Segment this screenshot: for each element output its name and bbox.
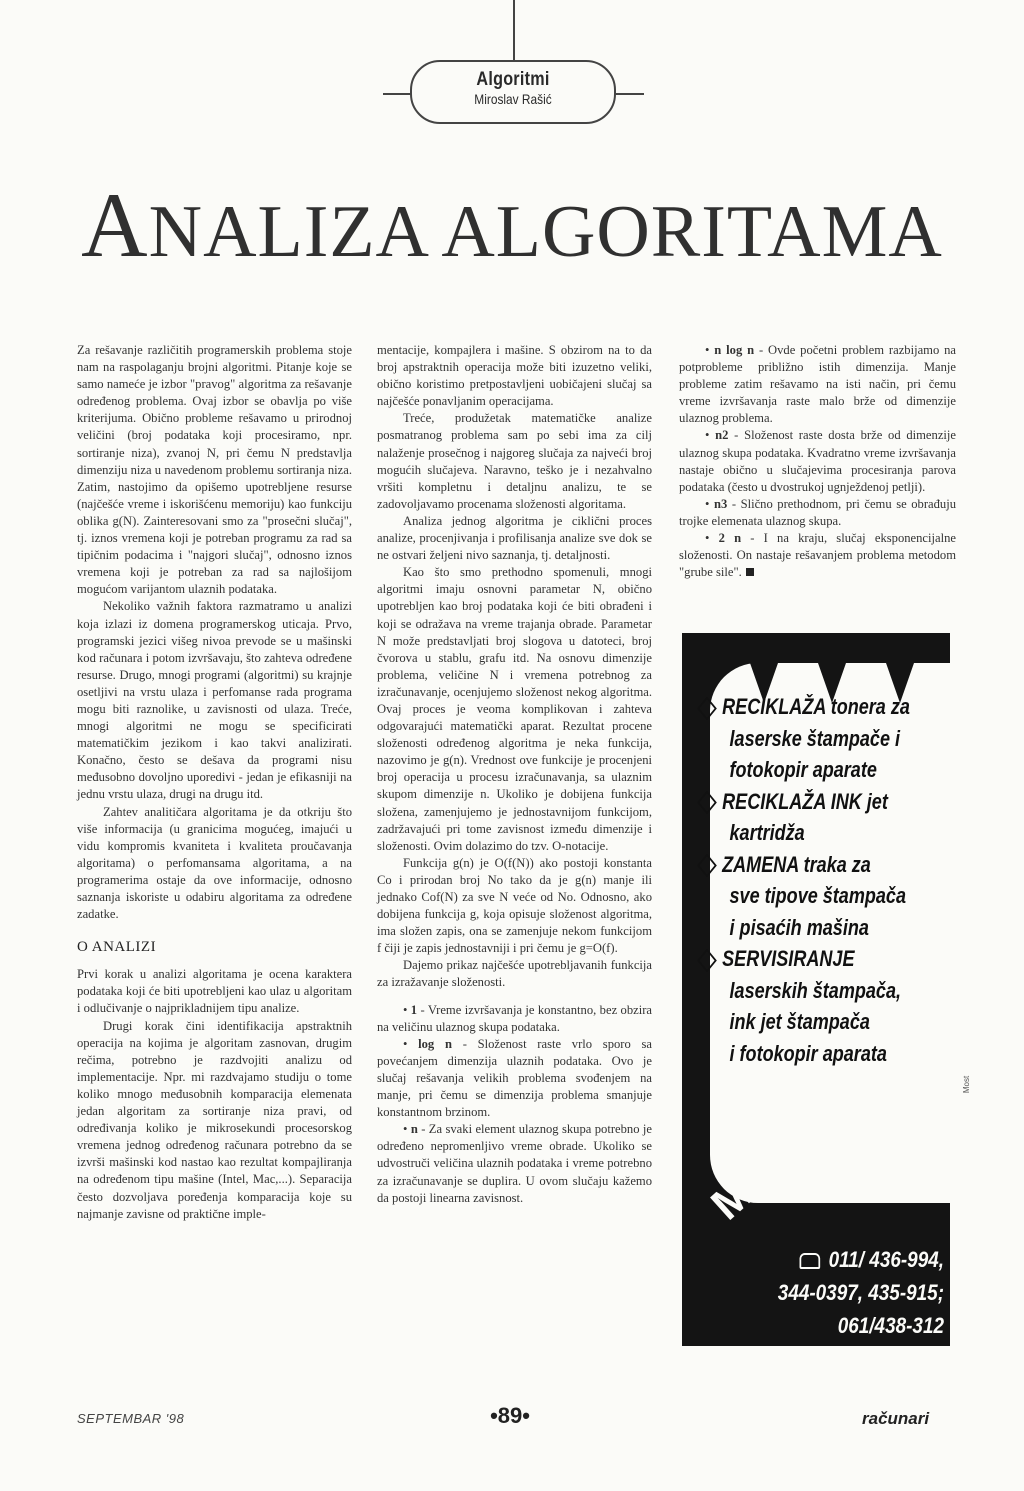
paragraph: mentacije, kompajlera i mašine. S obzirom na to da broj apstraktnih operacija može biti izuzetno veliki, obično koristimo pretpostavljeni uobičajeni slučaj sa najčešće ponavljanim operacijama. <box>377 343 652 409</box>
complexity-item: • n log n - Ovde početni problem razbijamo na potprobleme približno istih dimenzija. Manje probleme zatim rešavamo na isti način, pri čemu vreme izvršavanja raste malo brže od dimenzije ulaznog problema. <box>679 343 957 426</box>
paragraph: Za rešavanje različitih programerskih problema stoje nam na raspolaganju brojni algoritmi. Pitanje koje se samo nameće je izbor "pravog" algoritma za rešavanje određenog problema. Ovaj izbor se obavlja po više kriterijuma. Obično probleme rešavamo u prirodnoj veličini (broj podataka koji procesiramo, npr. sortiranje niza), zvanoj N, pri čemu N predstavlja dimenziju niza u navedenom problemu sortiranja niza. Zatim, nastojimo da opišemo upotrebljene resurse (najčešće vreme i iskorišćenu memoriju) kao funkciju oblika g(N). Zainteresovani smo za "prosečni slučaj", tj. iznos vremena koji je potreban programu za rad sa tipičnim podacima i "najgori slučaj", odnosno iznos vremena koji je potreban za rad sa najlošijom mogućom varijantom ulaznih podataka. <box>77 343 352 597</box>
complexity-desc: - Vreme izvršavanja je konstantno, bez obzira na veličinu ulaznog skupa podataka. <box>377 1002 652 1034</box>
ad-line: i pisaćih mašina <box>729 914 869 940</box>
paragraph: Dajemo prikaz najčešće upotrebljavanih funkcija za izražavanje složenosti. <box>377 958 652 990</box>
matrix-advertisement <box>682 633 950 1346</box>
complexity-item: • n - Za svaki element ulaznog skupa potrebno je određeno nepromenljivo vreme obrade. Ukoliko se udvostruči veličina ulaznih podataka i vreme potrebno za izračunavanje se duplira. U ovom slučaju kažemo da postoji linearna zavisnost. <box>377 1122 652 1205</box>
article-headline <box>0 172 1024 278</box>
header-vertical-rule <box>513 0 515 62</box>
complexity-item: • n3 - Slično prethodnom, pri čemu se obrađuju trojke elemenata ulaznog skupa. <box>679 496 957 528</box>
complexity-term: 2 n <box>718 531 742 546</box>
page-number: •89• <box>490 1403 530 1428</box>
ad-line: SERVISIRANJE <box>700 943 913 975</box>
ad-line: sve tipove štampača <box>729 883 907 908</box>
ad-line: fotokopir aparate <box>729 757 877 782</box>
ad-line: laserskih štampača, <box>729 977 902 1003</box>
complexity-term: n3 <box>713 496 728 511</box>
complexity-desc: - Slično prethodnom, pri čemu se obrađuju trojke elemenata ulaznog skupa. <box>679 496 957 528</box>
ad-phone-line: 061/438-312 <box>837 1313 944 1338</box>
ad-brand-logo: MATRIX <box>702 1070 872 1230</box>
ad-phone-line: 344-0397, 435-915; <box>777 1280 944 1305</box>
diamond-icon <box>697 854 717 878</box>
diamond-icon <box>697 791 717 815</box>
complexity-term: n log n <box>714 343 755 357</box>
telephone-icon <box>799 1253 820 1269</box>
text-column-2 <box>377 342 652 1207</box>
complexity-desc: - Za svaki element ulaznog skupa potrebno je određeno nepromenljivo vreme obrade. Ukoliko se udvostruči veličina ulaznih podataka i vreme potrebno za izračunavanje se duplira. U ovom slučaju kažemo da postoji linearna zavisnost. <box>377 1122 652 1205</box>
paragraph: Drugi korak čini identifikacija apstraktnih operacija na kojima je algoritam zasnovan, drugim rečima, potrebno je razdvojiti analizu od implementacije. Npr. mi razdvajamo studiju o tome koliko mnogo međusobnih komparacija elemenata jedan algoritam za sortiranje niza pravi, od određivanja koliko je mikrosekundi procesorskog vremena jednog određenog računara potrebno da se izvrši mašinski kod nastao kao rezultat kompajliranja na određenom tipu mašine (Intel, Mac,...). Separacija često dozvoljava poređenja komparacija koje su najmanje zavisne od praktične imple- <box>77 1018 352 1221</box>
paragraph: Treće, produžetak matematičke analize posmatranog problema sam po sebi ima za cilj nalaženje prosečnog i najgoreg slučaja za najveći broj mogućih slučajeva. Naravno, teško je i nezahvalno vršiti kompletnu i detaljnu analizu, te se zadovoljavamo procenama složenosti algoritama. <box>377 411 652 511</box>
end-of-article-mark <box>746 568 754 576</box>
series-title: Algoritmi <box>476 69 550 90</box>
ad-side-credit: Most <box>962 1075 972 1094</box>
ad-line: ZAMENA traka za <box>700 849 913 881</box>
headline-rest: NALIZA ALGORITAMA <box>148 191 943 273</box>
complexity-desc: - I na kraju, slučaj eksponencijalne složenosti. On nastaje rešavanjem problema metodom "grube sile". <box>679 531 956 580</box>
diamond-icon <box>697 696 717 720</box>
paragraph: Funkcija g(n) je O(f(N)) ako postoji konstanta Co i prirodan broj No tako da je g(n) manje ili jednako Cof(N) za sve N veće od No. Odnosno, ako dobijena funkcija g, koja opisuje složenost algoritma, ima složen zapis, ona se zamenjuje nekom funkcijom f čiji je zapis jednostavniji i pri čemu je g=O(f). <box>377 855 652 956</box>
ad-line: i fotokopir aparata <box>729 1040 887 1066</box>
diamond-icon <box>697 948 717 972</box>
ad-phone-line: 011/ 436-994, <box>719 1243 944 1276</box>
text-column-1 <box>77 342 352 1223</box>
issue-date: SEPTEMBAR '98 <box>77 1411 185 1426</box>
complexity-term: 1 <box>410 1002 418 1017</box>
magazine-name: računari <box>862 1409 930 1428</box>
complexity-item: • n2 - Složenost raste dosta brže od dimenzije ulaznog skupa podataka. Kvadratno vreme izvršavanja nastaje obično u slučajevima procesiranja parova podataka (često u dvostrukoj ugnježdenoj petlji). <box>679 428 956 494</box>
paragraph: Analiza jednog algoritma je ciklični proces analize, procenjivanja i profilisanja analize sve dok se ne ostvari željeni nivo saznanja, tj. detaljnosti. <box>377 513 652 563</box>
headline-initial: A <box>81 174 149 276</box>
ad-services-text <box>700 691 950 1069</box>
complexity-item: • log n - Složenost raste vrlo sporo sa povećanjem dimenzija ulaznih podataka. Ovo je slučaj rešavanja velikih problema svođenjem na manje, pri čemu se dimenzija problema smanjuje konstantnom brzinom. <box>377 1036 653 1120</box>
complexity-term: log n <box>418 1036 452 1051</box>
complexity-term: n2 <box>715 428 729 443</box>
complexity-desc: - Složenost raste dosta brže od dimenzije ulaznog skupa podataka. Kvadratno vreme izvršavanja nastaje obično u slučajevima procesiranja parova podataka (često u dvostrukoj ugnježdenoj petlji). <box>679 428 956 494</box>
complexity-item: • 2 n - I na kraju, slučaj eksponencijalne složenosti. On nastaje rešavanjem problema metodom "grube sile". <box>679 531 956 580</box>
series-author: Miroslav Rašić <box>474 91 552 107</box>
ad-line: ink jet štampača <box>729 1009 870 1034</box>
ad-phone-numbers <box>682 1243 944 1342</box>
complexity-desc: - Složenost raste vrlo sporo sa povećanjem dimenzija ulaznih podataka. Ovo je slučaj rešavanja velikih problema svođenjem na manje, pri čemu se dimenzija problema smanjuje konstantnom brzinom. <box>377 1036 653 1120</box>
paragraph: Kao što smo prethodno spomenuli, mnogi algoritmi imaju osnovni parametar N, obično upotrebljen kao broj podataka koji će biti obrađeni i koji se odražava na vreme trajanja obrade. Parametar N može predstavljati broj slogova u datoteci, broj čvorova u stablu, grafu itd. Na osnovu dimenzije problema, veličine N i vremena potrebnog za izračunavanje, ocenjujemo složenost nekog algoritma. Ovaj proces je veoma komplikovan i zahteva odgovarajući matematički aparat. Rezultat procene složenosti određenog algoritma je neka funkcija, nazovimo je g(n). Vrednost ove funkcije je procenjeni broj operacija u procesu izračunavanja, sa ulaznim skupom dimenzije n. Ukoliko je dobijena funkcija složena, zamenjujemo je jednostavnijom funkcijom, zadržavajući pri tome zavisnost između dimenzije i složenosti. Ovim dolazimo do tzv. O-notacije. <box>377 565 652 853</box>
paragraph: Prvi korak u analizi algoritama je ocena karaktera podataka koji će biti upotrebljeni kao ulaz u algoritam i odlučivanje o najprikladnijem tipu analize. <box>77 967 352 1016</box>
complexity-term: n <box>410 1122 418 1137</box>
ad-line: kartridža <box>729 820 805 845</box>
paragraph: Zahtev analitičara algoritama je da otkriju što više informacija (u granicima mogućeg, imajući u vidu kompromis kvaniteta i kvaliteta proučavanja algoritama) o perfomansama algoritama, a na programerima ostaje da ove informacije, odnosno saznanja iskoriste u odabiru algoritama za određene zadatke. <box>77 804 352 922</box>
complexity-desc: - Ovde početni problem razbijamo na potprobleme približno istih dimenzija. Manje probleme zatim rešavamo na isti način, pri čemu vreme izvršavanja raste malo brže od dimenzije ulaznog problema. <box>679 343 957 426</box>
series-label <box>410 60 616 124</box>
ad-line: RECIKLAŽA tonera za <box>700 691 913 723</box>
section-heading: O ANALIZI <box>77 939 157 956</box>
ad-line: laserske štampače i <box>729 725 901 751</box>
ad-line: RECIKLAŽA INK jet <box>700 786 913 818</box>
paragraph: Nekoliko važnih faktora razmatramo u analizi koja izlazi iz domena programerskog uticaja. Prvo, programski jezici višeg nivoa prevode se u mašinski kod računara i potom izvršavaju, što zahteva određene resurse. Drugo, mnogi programi (algoritmi) su krajnje osetljivi na vrstu ulaza i perfomanse rada programa mogu biti raznolike, u zavisnosti od ulaza. Treće, mnogi algoritmi ne mogu se specificirati matematičkim jezikom i kao takvi analizirati. Konačno, često se dešava da programi nisu međusobno dovoljno uporedivi - jedan je efikasniji na jednu vrstu ulaza, drugi na drugu itd. <box>77 599 352 802</box>
complexity-item: • 1 - Vreme izvršavanja je konstantno, bez obzira na veličinu ulaznog skupa podataka. <box>377 1002 652 1034</box>
header-rule-right <box>614 93 644 95</box>
header-rule-left <box>383 93 413 95</box>
text-column-3 <box>679 342 956 581</box>
